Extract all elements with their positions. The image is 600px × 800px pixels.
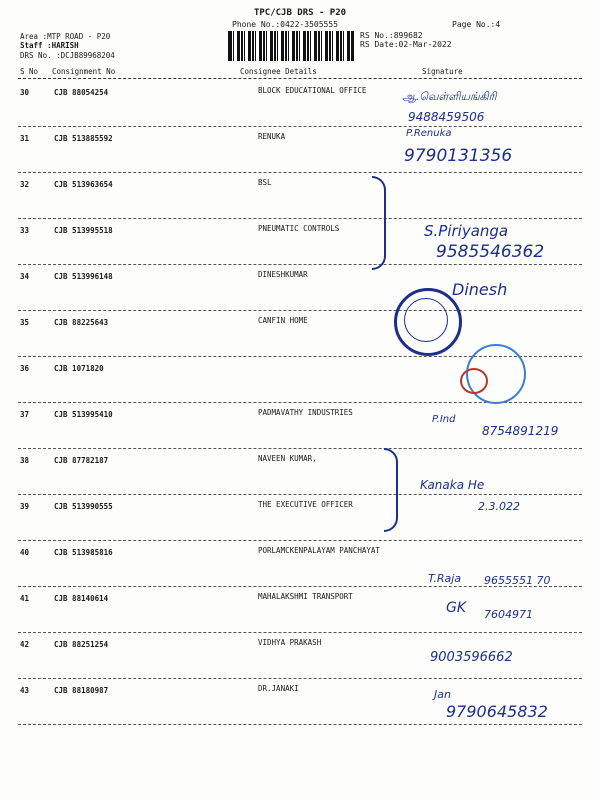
row-sno: 30 [20,88,30,97]
area-label: Area :MTP ROAD - P20 [20,32,111,41]
row-sno: 31 [20,134,30,143]
row-consignment: CJB 513995518 [54,226,113,235]
phone-number: Phone No.:0422-3505555 [232,20,338,29]
row-consignment: CJB 513885592 [54,134,113,143]
signature-41: GK [446,600,467,616]
rs-number: RS No.:899682 [360,31,423,40]
col-consignee: Consignee Details [240,67,317,76]
row-sno: 40 [20,548,30,557]
row-consignment: CJB 88251254 [54,640,109,649]
row-consignee: VIDHYA PRAKASH [258,638,322,647]
row-consignment: CJB 88225643 [54,318,109,327]
row-consignment: CJB 88140614 [54,594,109,603]
row-consignment: CJB 513963654 [54,180,113,189]
signature-42: 9003596662 [430,650,513,665]
barcode [228,31,354,61]
phone-41b: 7604971 [484,608,533,621]
company-stamp-inner [404,298,448,342]
red-mark [460,368,488,394]
col-signature: Signature [422,67,463,76]
row-consignee: NAVEEN KUMAR, [258,454,317,463]
row-sno: 41 [20,594,30,603]
table-row [18,80,582,127]
signature-30: ஆ.வெள்ளியங்கிரி [402,90,497,103]
signature-33: S.Piriyanga [424,222,509,240]
row-consignee: DR.JANAKI [258,684,299,693]
drs-number: DRS No. :DCJB89968204 [20,51,115,60]
row-consignee: BLOCK EDUCATIONAL OFFICE [258,86,367,95]
document-title: TPC/CJB DRS - P20 [253,8,347,18]
col-consignment: Consignment No [52,67,116,76]
row-sno: 32 [20,180,30,189]
row-sno: 33 [20,226,30,235]
signature-37: P.Ind [432,414,456,425]
row-consignee: DINESHKUMAR [258,270,308,279]
row-sno: 39 [20,502,30,511]
signature-38: Kanaka He [420,478,485,492]
row-sno: 42 [20,640,30,649]
row-sno: 36 [20,364,30,373]
row-sno: 34 [20,272,30,281]
row-consignee: PADMAVATHY INDUSTRIES [258,408,353,417]
signature-31: P.Renuka [406,128,452,139]
bracket-32-33 [372,176,386,270]
phone-41: 9655551 70 [484,574,551,587]
header-divider [18,78,582,79]
col-sno: S No [20,67,39,76]
row-sno: 37 [20,410,30,419]
table-row [18,172,582,219]
row-consignee: BSL [258,178,272,187]
row-consignment: CJB 88054254 [54,88,109,97]
signature-34: Dinesh [452,280,508,299]
phone-30: 9488459506 [408,110,485,124]
bracket-38-39 [384,448,398,532]
signature-40: T.Raja [428,572,462,585]
page-number: Page No.:4 [452,20,501,29]
rs-date: RS Date:02-Mar-2022 [360,40,452,49]
phone-31: 9790131356 [404,146,513,166]
signature-43: Jan [434,688,451,701]
date-39: 2.3.022 [478,500,520,513]
row-consignee: PNEUMATIC CONTROLS [258,224,340,233]
row-sno: 43 [20,686,30,695]
row-consignment: CJB 513990555 [54,502,113,511]
row-sno: 38 [20,456,30,465]
row-consignment: CJB 1071820 [54,364,104,373]
row-consignment: CJB 513996148 [54,272,113,281]
table-row [18,448,582,495]
row-consignee: RENUKA [258,132,286,141]
row-consignment: CJB 513985816 [54,548,113,557]
row-consignment: CJB 513995410 [54,410,113,419]
row-consignment: CJB 87782187 [54,456,109,465]
row-consignment: CJB 88180987 [54,686,109,695]
row-consignee: THE EXECUTIVE OFFICER [258,500,353,509]
phone-43: 9790645832 [446,702,548,721]
staff-label: Staff :HARISH [20,41,79,50]
row-consignee: PORLAMCKENPALAYAM PANCHAYAT [258,546,380,555]
phone-33: 9585546362 [436,242,545,262]
row-consignee: CANFIN HOME [258,316,308,325]
phone-37: 8754891219 [482,424,559,438]
row-sno: 35 [20,318,30,327]
row-consignee: MAHALAKSHMI TRANSPORT [258,592,353,601]
